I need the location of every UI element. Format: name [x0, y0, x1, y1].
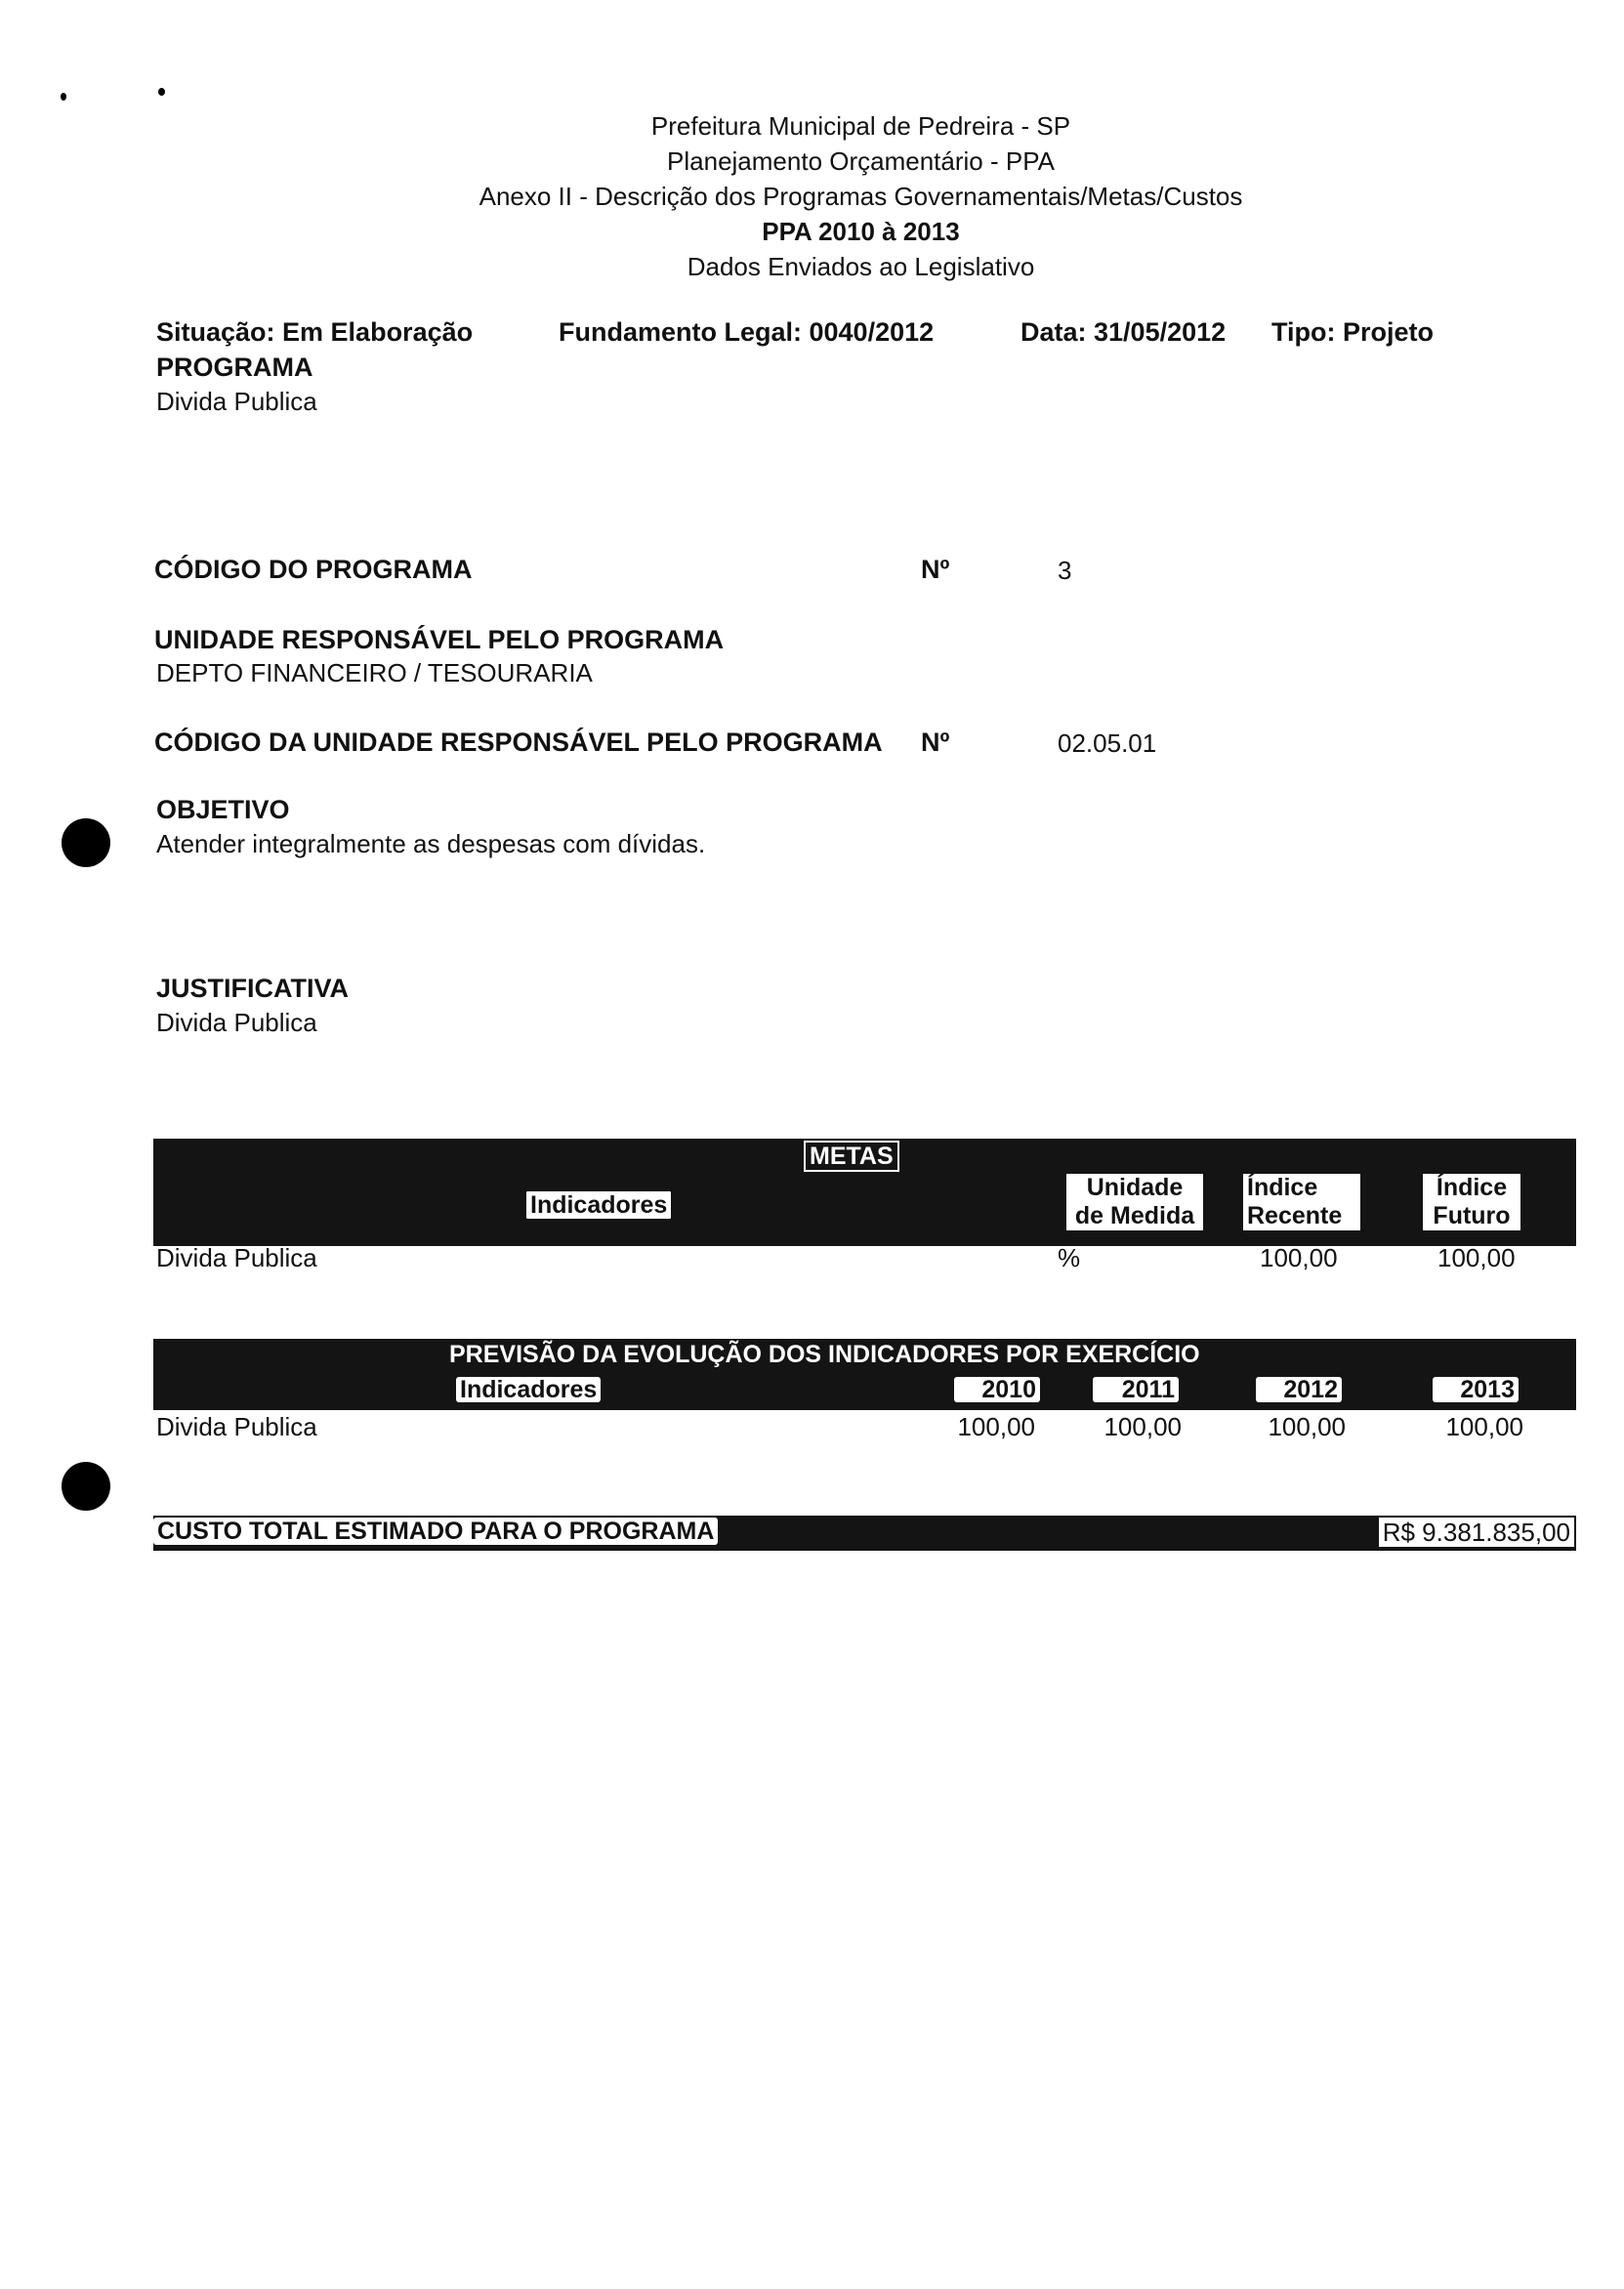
previsao-row-indicador: Divida Publica	[156, 1412, 317, 1441]
custo-total-value: R$ 9.381.835,00	[1379, 1518, 1574, 1547]
metas-row-futuro: 100,00	[1437, 1243, 1516, 1272]
previsao-col-indicadores: Indicadores	[456, 1377, 601, 1402]
metas-header-bar	[153, 1139, 1576, 1246]
codigo-unidade-value: 02.05.01	[1058, 728, 1157, 758]
unidade-value: DEPTO FINANCEIRO / TESOURARIA	[156, 658, 593, 687]
justificativa-label: JUSTIFICATIVA	[156, 974, 350, 1003]
codigo-programa-label: CÓDIGO DO PROGRAMA	[154, 555, 473, 584]
metas-col-unidade-line1: Unidade	[1086, 1174, 1184, 1201]
programa-value: Divida Publica	[156, 387, 317, 416]
previsao-col-2013: 2013	[1433, 1377, 1519, 1402]
metas-col-futuro-line1: Índice	[1436, 1174, 1508, 1201]
document-type: Tipo: Projeto	[1271, 317, 1434, 347]
metas-col-unidade	[1066, 1174, 1203, 1230]
previsao-col-2012: 2012	[1256, 1377, 1342, 1402]
previsao-title: PREVISÃO DA EVOLUÇÃO DOS INDICADORES POR EXERCÍCIO	[449, 1341, 1200, 1368]
codigo-unidade-no: Nº	[921, 728, 950, 757]
metas-row-unidade: %	[1058, 1243, 1081, 1272]
custo-total-label: CUSTO TOTAL ESTIMADO PARA O PROGRAMA	[153, 1518, 718, 1545]
header-municipality: Prefeitura Municipal de Pedreira - SP	[650, 111, 1071, 141]
metas-col-unidade-line2: de Medida	[1074, 1202, 1195, 1229]
previsao-col-2010: 2010	[954, 1377, 1040, 1402]
metas-col-recente	[1243, 1174, 1360, 1230]
previsao-row-2013: 100,00	[1445, 1412, 1523, 1441]
metas-col-futuro	[1423, 1174, 1520, 1230]
metas-col-recente-line1: Índice	[1247, 1174, 1318, 1201]
programa-label: PROGRAMA	[156, 353, 313, 382]
metas-col-indicadores: Indicadores	[524, 1189, 673, 1221]
codigo-unidade-label: CÓDIGO DA UNIDADE RESPONSÁVEL PELO PROGRAMA	[154, 728, 883, 757]
codigo-programa-value: 3	[1058, 556, 1072, 585]
metas-row-recente: 100,00	[1260, 1243, 1338, 1272]
previsao-col-2011: 2011	[1093, 1377, 1179, 1402]
punch-hole-1	[62, 818, 110, 867]
previsao-header-bar	[153, 1339, 1576, 1410]
scan-mark-small-2	[158, 88, 165, 96]
scan-mark-small-1	[61, 93, 66, 101]
objetivo-label: OBJETIVO	[156, 795, 290, 824]
metas-title: METAS	[804, 1141, 899, 1172]
objetivo-value: Atender integralmente as despesas com dívidas.	[156, 829, 706, 858]
header-annex: Anexo II - Descrição dos Programas Governamentais/Metas/Custos	[479, 182, 1243, 211]
codigo-programa-no: Nº	[921, 555, 950, 584]
status-situacao: Situação: Em Elaboração	[156, 317, 474, 347]
metas-row-indicador: Divida Publica	[156, 1243, 317, 1272]
header-ppa-period: PPA 2010 à 2013	[762, 217, 960, 246]
document-header	[0, 108, 1624, 284]
custo-total-bar	[153, 1516, 1576, 1551]
unidade-label: UNIDADE RESPONSÁVEL PELO PROGRAMA	[154, 625, 725, 654]
metas-col-futuro-line2: Futuro	[1433, 1202, 1511, 1229]
legal-basis: Fundamento Legal: 0040/2012	[559, 317, 935, 347]
punch-hole-2	[62, 1462, 110, 1511]
previsao-row-2010: 100,00	[957, 1412, 1035, 1441]
justificativa-value: Divida Publica	[156, 1008, 317, 1037]
previsao-row-2012: 100,00	[1268, 1412, 1346, 1441]
metas-col-recente-line2: Recente	[1247, 1202, 1343, 1229]
previsao-row-2011: 100,00	[1103, 1412, 1182, 1441]
document-date: Data: 31/05/2012	[1020, 317, 1227, 347]
header-planning: Planejamento Orçamentário - PPA	[667, 146, 1055, 176]
header-sent: Dados Enviados ao Legislativo	[687, 252, 1035, 281]
